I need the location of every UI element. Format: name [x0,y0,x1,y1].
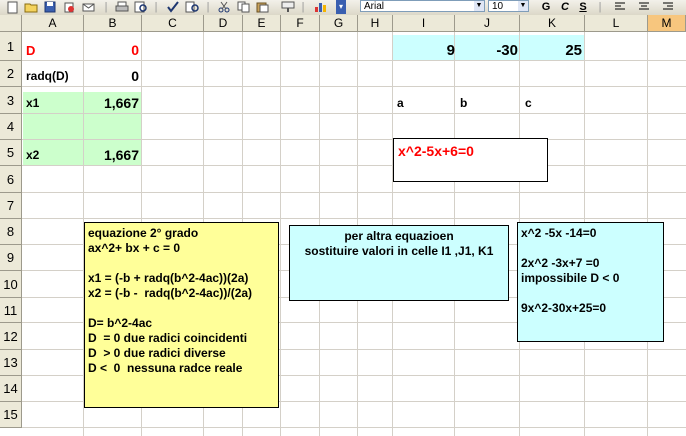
cell-I1[interactable]: 9 [446,41,455,59]
row-header-15[interactable]: 15 [0,402,22,428]
toolbar-separator: | [206,1,210,13]
toolbar-separator: | [598,1,602,13]
column-header-J[interactable]: J [455,15,520,32]
cell-B5[interactable]: 1,667 [103,147,139,163]
equation-textbox[interactable] [393,138,548,182]
format-painter-icon[interactable] [280,0,296,14]
column-header-I[interactable]: I [393,15,455,32]
italic-button[interactable]: C [561,1,569,13]
row-header-14[interactable]: 14 [0,376,22,402]
instructions-textbox[interactable] [289,225,509,301]
row-header-3[interactable]: 3 [0,87,22,114]
formula-note-line: D < 0 nessuna radce reale [88,361,243,375]
formula-note-line: x2 = (-b - radq(b^2-4ac))/(2a) [88,286,253,300]
gridline-horizontal [22,139,686,140]
cell-J3[interactable]: b [460,96,468,110]
equation-text: x^2-5x+6=0 [398,143,474,159]
underline-button[interactable]: S [579,1,587,13]
column-header-G[interactable]: G [320,15,358,32]
column-header-M[interactable]: M [648,15,686,32]
example-line: x^2 -5x -14=0 [521,226,597,240]
paste-icon[interactable] [254,0,270,14]
row-header-1[interactable]: 1 [0,32,22,61]
row-header-7[interactable]: 7 [0,193,22,219]
formula-note-line: equazione 2° grado [88,226,199,240]
example-line: 2x^2 -3x+7 =0 [521,256,600,270]
column-header-E[interactable]: E [243,15,281,32]
example-line [521,286,663,301]
instruction-line: sostituire valori in celle I1 ,J1, K1 [304,244,494,258]
cell-A1[interactable]: D [26,42,36,58]
print-icon[interactable] [114,0,130,14]
cell-K3[interactable]: c [525,96,532,110]
formula-notes-textbox[interactable] [84,222,279,408]
permission-icon[interactable] [61,0,77,14]
font-size-value: 10 [492,1,504,12]
formula-note-line: D > 0 due radici diverse [88,346,226,360]
example-line [521,241,663,256]
row-header-2[interactable]: 2 [0,61,22,87]
chart-icon[interactable] [313,0,329,14]
formula-note-line: x1 = (-b + radq(b^2-4ac))(2a) [88,271,249,285]
copy-icon[interactable] [235,0,251,14]
new-icon[interactable] [4,0,20,14]
gridline-horizontal [22,427,686,428]
select-all-corner[interactable] [0,15,22,32]
column-header-C[interactable]: C [142,15,204,32]
align-right-icon[interactable] [660,0,676,14]
cell-K1[interactable]: 25 [565,41,582,59]
font-size-select[interactable] [488,0,529,12]
column-header-F[interactable]: F [281,15,320,32]
formatting-toolbar [0,0,686,16]
email-icon[interactable] [80,0,96,14]
bold-button[interactable]: G [541,1,551,13]
cell-A2[interactable]: radq(D) [26,69,69,83]
instruction-line: per altra equazioen [344,229,454,243]
cell-A3[interactable]: x1 [26,96,40,110]
column-header-K[interactable]: K [520,15,585,32]
example-line: impossibile D < 0 [521,271,620,285]
save-icon[interactable] [42,0,58,14]
row-header-4[interactable]: 4 [0,114,22,140]
toolbar-separator: | [104,1,108,13]
row-header-5[interactable]: 5 [0,140,22,166]
column-header-A[interactable]: A [22,15,84,32]
formula-note-line: D= b^2-4ac [88,316,153,330]
examples-textbox[interactable] [517,222,664,342]
cell-B2[interactable]: 0 [131,68,139,84]
row-header-8[interactable]: 8 [0,219,22,245]
gridline-horizontal [22,192,686,193]
row-header-10[interactable]: 10 [0,271,22,298]
toolbar-options-icon[interactable]: ▾ [336,0,346,14]
chevron-down-icon[interactable]: ▼ [475,2,483,9]
gridline-horizontal [22,218,686,219]
chevron-down-icon[interactable]: ▼ [519,2,527,9]
row-header-6[interactable]: 6 [0,166,22,193]
spelling-icon[interactable] [165,0,181,14]
formula-note-line [88,256,278,271]
row-header-13[interactable]: 13 [0,350,22,376]
example-line: 9x^2-30x+25=0 [521,301,607,315]
cell-J1[interactable]: -30 [496,41,518,59]
font-name-value: Arial [364,1,385,12]
cell-B3[interactable]: 1,667 [103,95,139,111]
align-center-icon[interactable] [636,0,652,14]
row-header-9[interactable]: 9 [0,245,22,271]
column-header-B[interactable]: B [84,15,142,32]
cell-I3[interactable]: a [397,96,404,110]
formula-note-line: ax^2+ bx + c = 0 [88,241,181,255]
print-preview-icon[interactable] [133,0,149,14]
row-header-12[interactable]: 12 [0,323,22,350]
font-name-select[interactable] [360,0,485,12]
cut-icon[interactable] [216,0,232,14]
cell-B1[interactable]: 0 [131,42,139,58]
toolbar-separator: | [301,1,305,13]
cell-A5[interactable]: x2 [26,148,40,162]
formula-note-line: D = 0 due radici coincidenti [88,331,248,345]
formula-note-line [88,301,278,316]
toolbar-separator: | [154,1,158,13]
research-icon[interactable] [184,0,200,14]
open-icon[interactable] [23,0,39,14]
column-header-L[interactable]: L [585,15,648,32]
align-left-icon[interactable] [612,0,628,14]
row-header-11[interactable]: 11 [0,298,22,323]
column-header-H[interactable]: H [358,15,393,32]
column-header-D[interactable]: D [204,15,243,32]
